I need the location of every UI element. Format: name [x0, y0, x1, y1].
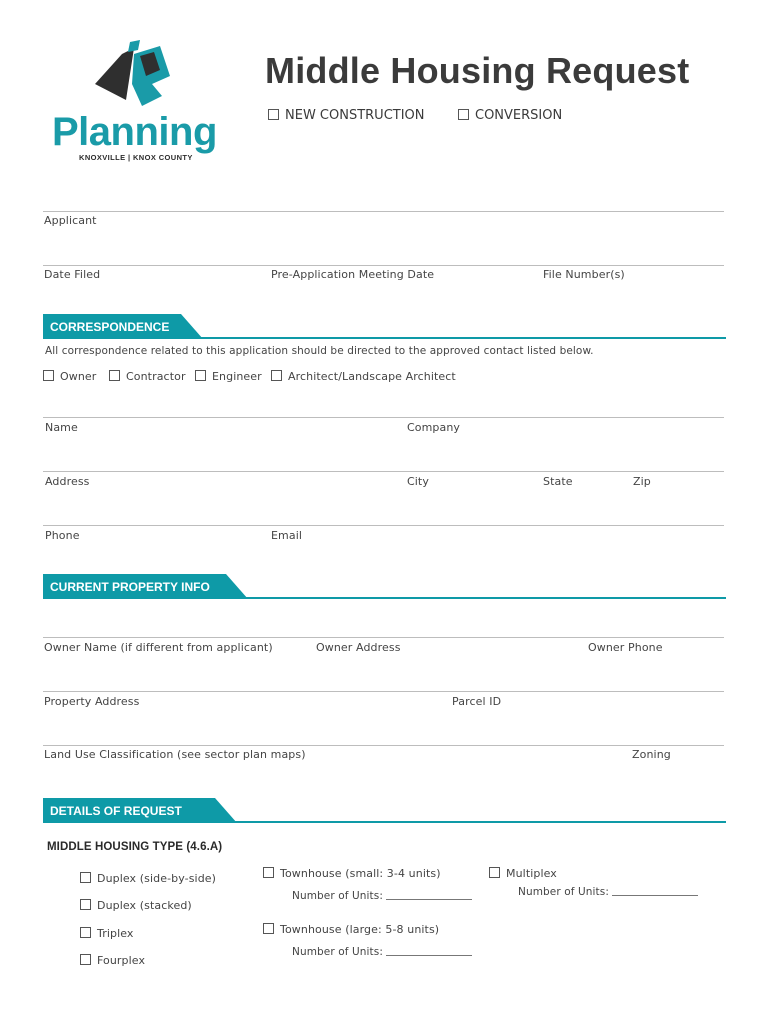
- correspondence-heading: [43, 315, 203, 339]
- page-title: Middle Housing Request: [265, 50, 690, 91]
- owner-checkbox[interactable]: [43, 370, 54, 381]
- section-rule: [234, 821, 726, 823]
- file-number-field[interactable]: File Number(s): [543, 268, 625, 281]
- contractor-checkbox[interactable]: [109, 370, 120, 381]
- email-field[interactable]: Email: [271, 529, 303, 542]
- multiplex-checkbox[interactable]: [489, 867, 500, 878]
- zoning-field[interactable]: Zoning: [632, 748, 671, 761]
- triplex-option[interactable]: [80, 927, 134, 940]
- logo-subtitle: KNOXVILLE | KNOX COUNTY: [79, 153, 193, 162]
- duplex-side-option[interactable]: [80, 872, 216, 885]
- divider: [43, 211, 724, 212]
- divider: [43, 691, 724, 692]
- new-construction-checkbox[interactable]: [268, 109, 279, 120]
- townhouse-large-label: Townhouse (large: 5-8 units): [280, 923, 440, 936]
- duplex-side-label: Duplex (side-by-side): [97, 872, 217, 885]
- correspondence-heading-text: CORRESPONDENCE: [50, 320, 170, 334]
- middle-housing-type-heading: MIDDLE HOUSING TYPE (4.6.A): [47, 841, 223, 853]
- section-rule: [246, 597, 726, 599]
- logo-mark-icon: [90, 40, 176, 114]
- date-filed-field[interactable]: Date Filed: [44, 268, 101, 281]
- logo-wordmark: Planning: [52, 110, 217, 154]
- architect-checkbox[interactable]: [271, 370, 282, 381]
- owner-phone-field[interactable]: Owner Phone: [588, 641, 663, 654]
- conversion-label: CONVERSION: [475, 108, 563, 123]
- townhouse-large-checkbox[interactable]: [263, 923, 274, 934]
- property-address-field[interactable]: Property Address: [44, 695, 140, 708]
- name-field[interactable]: Name: [45, 421, 78, 434]
- details-heading-text: DETAILS OF REQUEST: [50, 804, 182, 818]
- conversion-checkbox[interactable]: [458, 109, 469, 120]
- townhouse-small-option[interactable]: [263, 867, 441, 880]
- triplex-label: Triplex: [97, 927, 134, 940]
- phone-field[interactable]: Phone: [45, 529, 80, 542]
- engineer-option[interactable]: [195, 370, 262, 383]
- multiplex-units-field[interactable]: [518, 886, 698, 898]
- property-heading-text: CURRENT PROPERTY INFO: [50, 580, 210, 594]
- townhouse-small-checkbox[interactable]: [263, 867, 274, 878]
- engineer-checkbox[interactable]: [195, 370, 206, 381]
- divider: [43, 417, 724, 418]
- multiplex-option[interactable]: [489, 867, 557, 880]
- duplex-side-checkbox[interactable]: [80, 872, 91, 883]
- details-heading: [43, 799, 237, 823]
- correspondence-note: All correspondence related to this application should be directed to the approved contact listed below.: [45, 345, 594, 357]
- owner-name-field[interactable]: Owner Name (if different from applicant): [44, 641, 273, 654]
- fourplex-checkbox[interactable]: [80, 954, 91, 965]
- townhouse-large-option[interactable]: [263, 923, 439, 936]
- architect-label: Architect/Landscape Architect: [288, 370, 456, 383]
- property-heading: [43, 575, 248, 599]
- townhouse-small-units-field[interactable]: [292, 890, 472, 902]
- fourplex-label: Fourplex: [97, 954, 146, 967]
- applicant-field[interactable]: Applicant: [44, 214, 97, 227]
- units-blank[interactable]: [612, 886, 698, 896]
- multiplex-label: Multiplex: [506, 867, 557, 880]
- land-use-field[interactable]: Land Use Classification (see sector plan maps): [44, 748, 306, 761]
- zip-field[interactable]: Zip: [633, 475, 651, 488]
- duplex-stacked-checkbox[interactable]: [80, 899, 91, 910]
- architect-option[interactable]: [271, 370, 456, 383]
- townhouse-small-label: Townhouse (small: 3-4 units): [280, 867, 441, 880]
- address-field[interactable]: Address: [45, 475, 90, 488]
- duplex-stacked-label: Duplex (stacked): [97, 899, 192, 912]
- company-field[interactable]: Company: [407, 421, 461, 434]
- units-blank[interactable]: [386, 946, 472, 956]
- duplex-stacked-option[interactable]: [80, 899, 192, 912]
- fourplex-option[interactable]: [80, 954, 145, 967]
- contractor-label: Contractor: [126, 370, 186, 383]
- divider: [43, 637, 724, 638]
- townhouse-large-units-field[interactable]: [292, 946, 472, 958]
- divider: [43, 745, 724, 746]
- divider: [43, 525, 724, 526]
- owner-option[interactable]: [43, 370, 96, 383]
- units-label: Number of Units:: [292, 946, 383, 958]
- conversion-option[interactable]: [458, 108, 562, 123]
- parcel-id-field[interactable]: Parcel ID: [452, 695, 502, 708]
- pre-application-date-field[interactable]: Pre-Application Meeting Date: [271, 268, 435, 281]
- new-construction-option[interactable]: [268, 108, 425, 123]
- owner-label: Owner: [60, 370, 97, 383]
- state-field[interactable]: State: [543, 475, 573, 488]
- units-label: Number of Units:: [292, 890, 383, 902]
- units-label: Number of Units:: [518, 886, 609, 898]
- new-construction-label: NEW CONSTRUCTION: [285, 108, 425, 123]
- triplex-checkbox[interactable]: [80, 927, 91, 938]
- section-rule: [200, 337, 726, 339]
- divider: [43, 265, 724, 266]
- units-blank[interactable]: [386, 890, 472, 900]
- contractor-option[interactable]: [109, 370, 186, 383]
- engineer-label: Engineer: [212, 370, 262, 383]
- divider: [43, 471, 724, 472]
- city-field[interactable]: City: [407, 475, 429, 488]
- owner-address-field[interactable]: Owner Address: [316, 641, 401, 654]
